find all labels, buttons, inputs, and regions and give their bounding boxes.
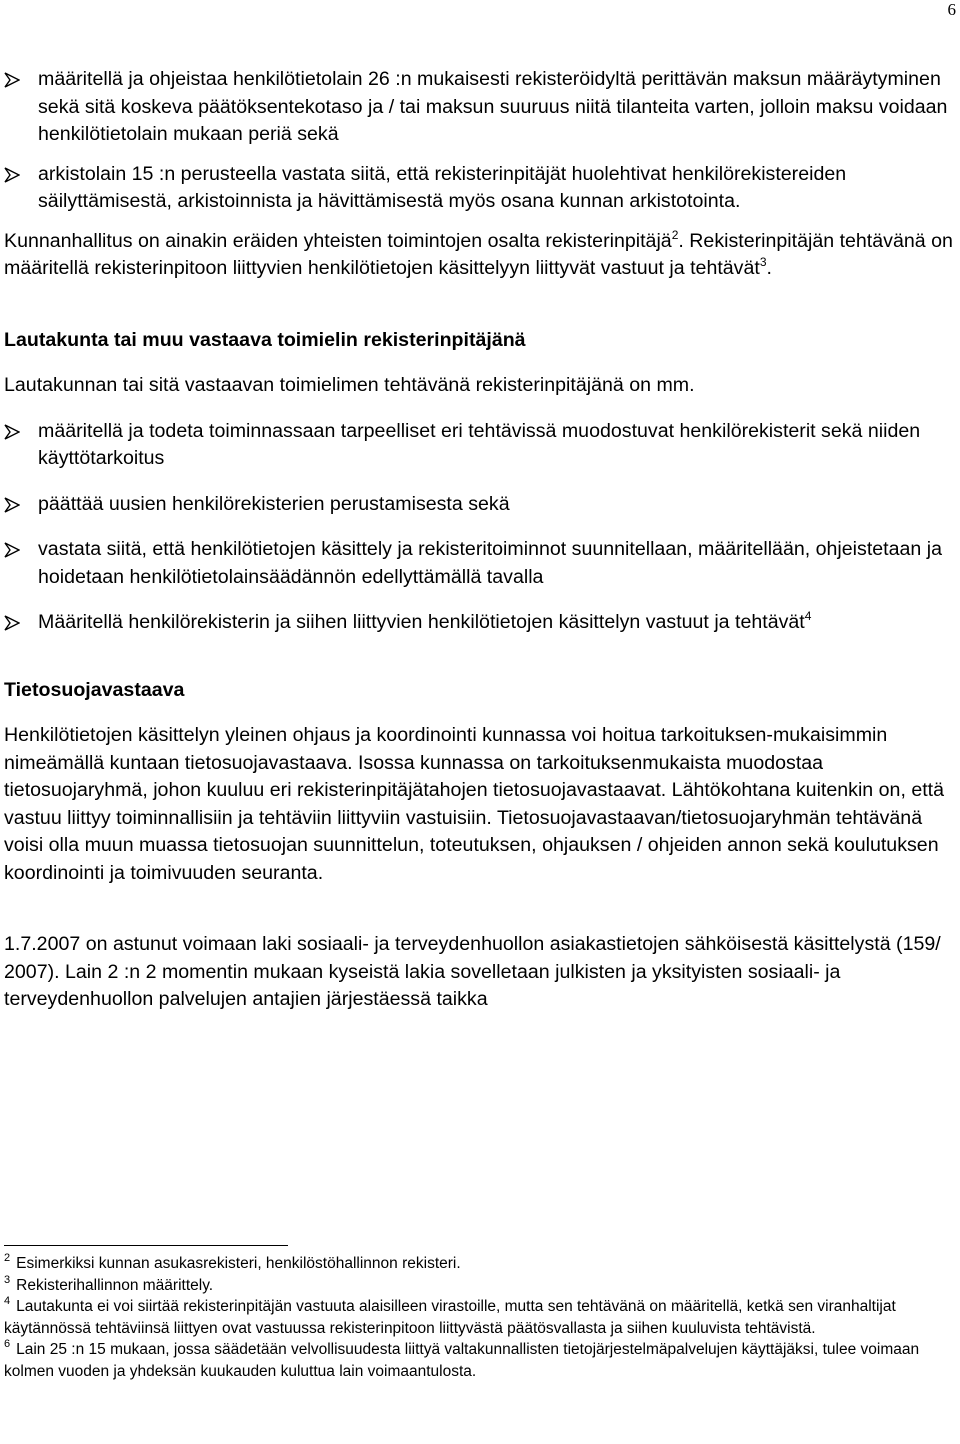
footnote-divider <box>4 1245 288 1246</box>
footnote-ref: 4 <box>804 609 812 623</box>
list-item <box>4 418 958 473</box>
footnote-number: 2 <box>4 1252 11 1264</box>
footnote-text: Rekisterihallinnon määrittely. <box>16 1276 214 1294</box>
document-body <box>4 66 958 1014</box>
page-number: 6 <box>947 0 956 19</box>
arrow-bullet-icon <box>4 542 20 558</box>
list-item-text: päättää uusien henkilörekisterien perustamisesta sekä <box>38 492 510 515</box>
arrow-bullet-icon <box>4 167 20 183</box>
footnote-number: 4 <box>4 1295 11 1307</box>
footnote-text: Lautakunta ei voi siirtää rekisterinpitäjän vastuuta alaisilleen virastoille, mutta sen tehtävänä on määritellä, ketkä sen viranhaltijat käytännössä tehtäviinsä liittyen ovat vastuussa rekisterinpitoon liittyvästä päätösvallasta ja siihen kuuluvista tehtävistä. <box>4 1298 896 1337</box>
footnote <box>4 1296 958 1339</box>
list-item-text: määritellä ja ohjeistaa henkilötietolain 26 :n mukaisesti rekisteröidyltä perittävän maksun määräytyminen sekä sitä koskeva päätöksentekotaso ja / tai maksun suuruus niitä tilanteita varten, jolloin maksu voidaan henkilötietolain mukaan periä sekä <box>38 68 948 145</box>
list-item <box>4 161 958 216</box>
paragraph-text: . Rekisterinpitäjän tehtävänä on määritellä rekisterinpitoon liittyvien henkilötietojen käsittelyyn liittyvät vastuut ja tehtävät <box>4 229 953 279</box>
arrow-bullet-icon <box>4 497 20 513</box>
footnotes <box>4 1253 958 1382</box>
paragraph: 1.7.2007 on astunut voimaan laki sosiaali- ja terveydenhuollon asiakastietojen sähköisestä käsittelystä (159/ 2007). Lain 2 :n 2 momentin mukaan kyseistä lakia sovelletaan julkisten ja yksityisten sosiaali- ja terveydenhuollon palvelujen antajien järjestäessä taikka <box>4 933 941 1010</box>
list-item <box>4 536 958 591</box>
section-heading: Lautakunta tai muu vastaava toimielin rekisterinpitäjänä <box>4 328 526 351</box>
arrow-bullet-icon <box>4 72 20 88</box>
list-item-text: vastata siitä, että henkilötietojen käsittely ja rekisteritoiminnot suunnitellaan, määritellään, ohjeistetaan ja hoidetaan henkilötietolainsäädännön edellyttämällä tavalla <box>38 538 942 588</box>
list-item-text: määritellä ja todeta toiminnassaan tarpeelliset eri tehtävissä muodostuvat henkilörekisterit sekä niiden käyttötarkoitus <box>38 419 921 469</box>
list-item-text: Määritellä henkilörekisterin ja siihen liittyvien henkilötietojen käsittelyn vastuut ja tehtävät <box>38 611 805 633</box>
footnote-number: 6 <box>4 1338 11 1350</box>
list-item-text: arkistolain 15 :n perusteella vastata siitä, että rekisterinpitäjät huolehtivat henkilörekistereiden säilyttämisestä, arkistoinnista ja hävittämisestä myös osana kunnan arkistotointa. <box>38 162 847 212</box>
footnote-text: Esimerkiksi kunnan asukasrekisteri, henkilöstöhallinnon rekisteri. <box>16 1255 461 1272</box>
paragraph: Lautakunnan tai sitä vastaavan toimielimen tehtävänä rekisterinpitäjänä on mm. <box>4 374 695 396</box>
paragraph <box>4 228 958 283</box>
paragraph: Henkilötietojen käsittelyn yleinen ohjaus ja koordinointi kunnassa voi hoitua tarkoituksen-mukaisimmin nimeämällä kuntaan tietosuojavastaava. Isossa kunnassa on tarkoituksenmukaista muodostaa tietosuojaryhmä, johon kuuluu eri rekisterinpitäjätahojen tietosuojavastaavat. Lähtökohtana kuitenkin on, että vastuu liittyy toiminnallisiin ja tehtäviin liittyviin vastuisiin. Tietosuojavastaavan/tietosuojaryhmän tehtävänä voisi olla muun muassa tietosuojan suunnittelun, toteutuksen, ohjauksen / ohjeiden annon sekä koulutuksen koordinointi ja toimivuuden seuranta. <box>4 724 945 884</box>
arrow-bullet-icon <box>4 615 20 631</box>
footnote-ref: 2 <box>671 227 679 242</box>
footnote <box>4 1253 958 1275</box>
footnote-text: Lain 25 :n 15 mukaan, jossa säädetään velvollisuudesta liittyä valtakunnallisten tietojärjestelmäpalvelujen käyttäjäksi, tulee voimaan kolmen vuoden ja yhdeksän kuukauden kuluttua lain voimaantulosta. <box>4 1341 920 1380</box>
paragraph-text: Kunnanhallitus on ainakin eräiden yhteisten toimintojen osalta rekisterinpitäjä <box>4 229 672 252</box>
footnote-number: 3 <box>4 1273 11 1286</box>
arrow-bullet-icon <box>4 424 20 440</box>
list-item <box>4 609 958 637</box>
list-item <box>4 66 958 149</box>
section-heading: Tietosuojavastaava <box>4 678 185 701</box>
list-item <box>4 491 958 519</box>
footnote <box>4 1339 958 1382</box>
footnote <box>4 1275 958 1297</box>
footnote-ref: 3 <box>759 255 767 269</box>
paragraph-text: . <box>766 257 772 279</box>
